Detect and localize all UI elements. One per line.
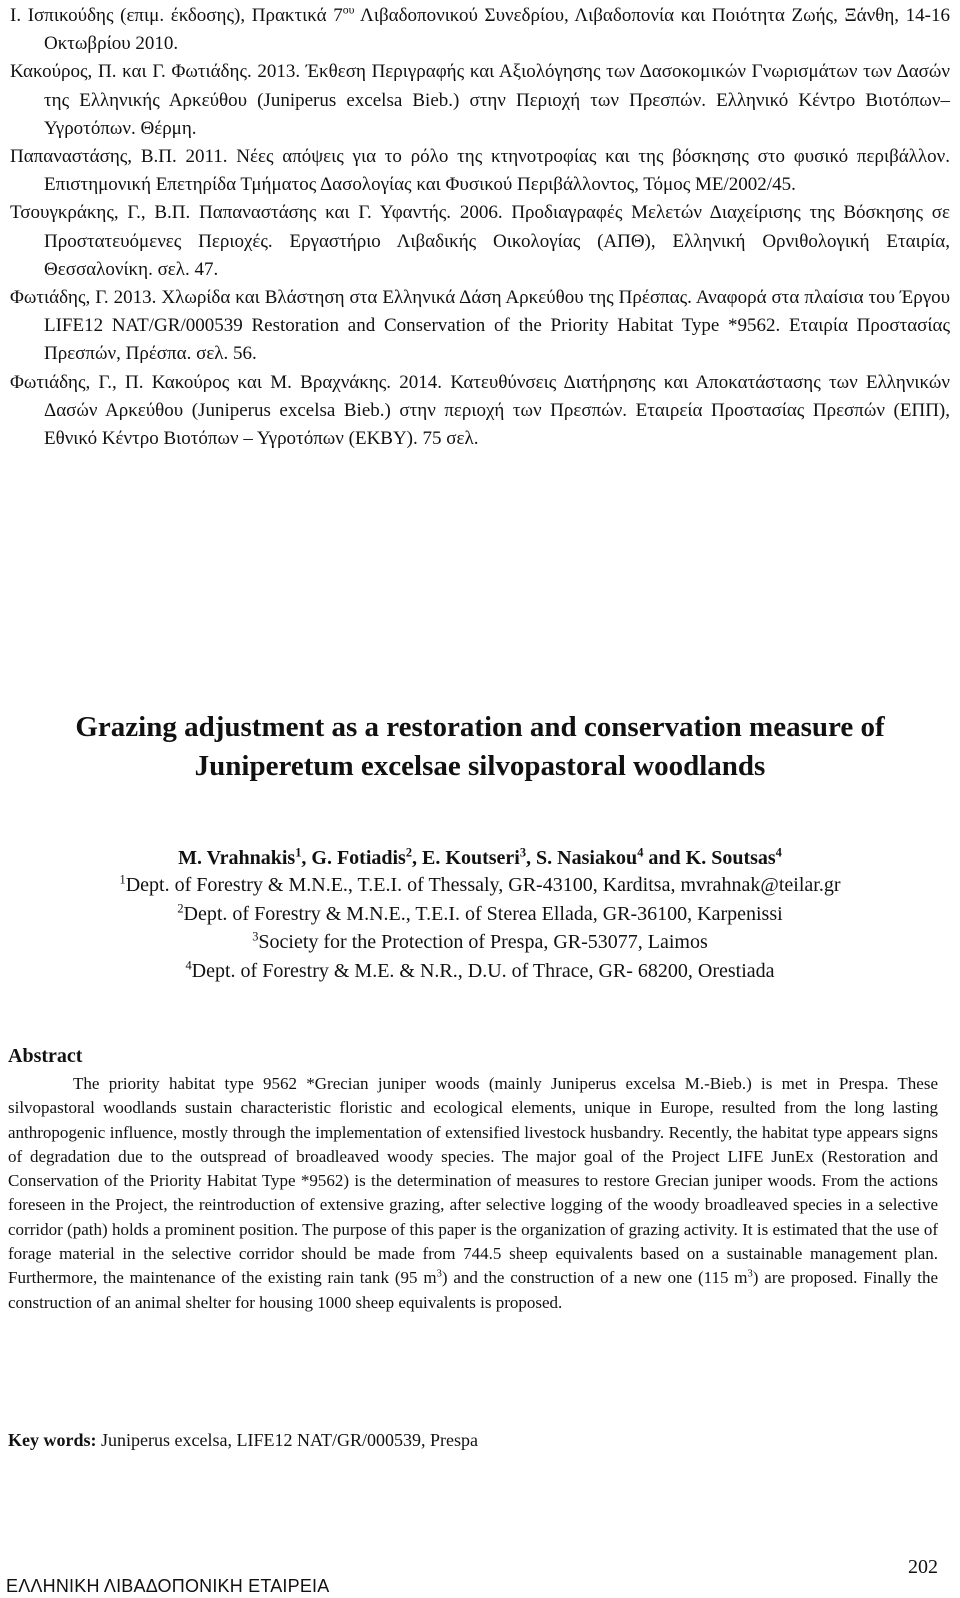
affiliation-line <box>0 871 960 900</box>
author-affiliation-number: 2 <box>405 845 413 860</box>
author-name: K. Soutsas <box>685 847 776 869</box>
abstract-body <box>8 1072 938 1315</box>
abstract-heading: Abstract <box>8 1045 83 1067</box>
keywords-line <box>8 1428 478 1452</box>
author-name: E. Koutseri <box>422 847 520 869</box>
affiliation-number: 3 <box>252 929 259 944</box>
paper-title-line: Grazing adjustment as a restoration and conservation measure of <box>75 711 885 743</box>
affiliation-line <box>0 928 960 957</box>
affiliation-number: 4 <box>185 957 192 972</box>
unit-superscript: 3 <box>747 1268 753 1280</box>
author-name: G. Fotiadis <box>311 847 406 869</box>
affiliation-list <box>0 871 960 985</box>
affiliation-text: Dept. of Forestry & M.E. & N.R., D.U. of Thrace, GR- 68200, Orestiada <box>191 959 775 982</box>
affiliation-line <box>0 957 960 986</box>
author-affiliation-number: 4 <box>637 845 644 860</box>
author-separator: , <box>526 847 537 869</box>
paper-title-line: Juniperetum excelsae silvopastoral woodlands <box>194 750 766 782</box>
author-name: S. Nasiakou <box>536 847 638 869</box>
keywords-label: Key words: <box>8 1430 97 1450</box>
reference-text: Ι. Ισπικούδης (επιμ. έκδοσης), Πρακτικά 7 <box>10 5 343 26</box>
abstract-text: ) and the construction of a new one (115 m <box>441 1268 748 1288</box>
affiliation-line <box>0 900 960 929</box>
reference-entry: Φωτιάδης, Γ. 2013. Χλωρίδα και Βλάστηση στα Ελληνικά Δάση Αρκεύθου της Πρέσπας. Αναφορά στα πλαίσια του Έργου LIFE12 NAT/GR/000539 Restoration and Conservation of the Priority Habitat Type *9562. Εταιρία Προστασίας Πρεσπών, Πρέσπα. σελ. 56. <box>10 287 950 365</box>
references-list <box>10 2 950 453</box>
author-list <box>0 846 960 870</box>
author-separator: and <box>643 847 686 869</box>
author-affiliation-number: 3 <box>519 845 527 860</box>
reference-entry: Παπαναστάσης, Β.Π. 2011. Νέες απόψεις για το ρόλο της κτηνοτροφίας και της βόσκησης στο φυσικό περιβάλλον. Επιστημονική Επετηρίδα Τμήματος Δασολογίας και Φυσικού Περιβάλλοντος, Τόμος ΜΕ/2002/45. <box>10 146 950 196</box>
page-number: 202 <box>908 1556 938 1578</box>
keywords-text: Juniperus excelsa, LIFE12 NAT/GR/000539, Prespa <box>96 1430 478 1450</box>
ordinal-superscript: ου <box>342 3 355 17</box>
affiliation-number: 1 <box>119 872 126 887</box>
author-name: M. Vrahnakis <box>178 847 296 869</box>
reference-text: Λιβαδοπονικού Συνεδρίου, Λιβαδοπονία και Ποιότητα Ζωής, Ξάνθη, 14-16 Οκτωβρίου 2010. <box>44 5 950 55</box>
footer-society-name: ΕΛΛΗΝΙΚΗ ΛΙΒΑΔΟΠΟΝΙΚΗ ΕΤΑΙΡΕΙΑ <box>6 1576 330 1596</box>
author-separator: , <box>412 847 423 869</box>
reference-entry: Τσουγκράκης, Γ., Β.Π. Παπαναστάσης και Γ. Υφαντής. 2006. Προδιαγραφές Μελετών Διαχείρισης της Βόσκησης σε Προστατευόμενες Περιοχές. Εργαστήριο Λιβαδικής Οικολογίας (ΑΠΘ), Ελληνική Ορνιθολογική Εταιρία, Θεσσαλονίκη. σελ. 47. <box>10 202 950 280</box>
paper-title <box>0 708 960 786</box>
author-affiliation-number: 4 <box>775 845 782 860</box>
affiliation-text: Dept. of Forestry & M.N.E., T.E.I. of Thessaly, GR-43100, Karditsa, mvrahnak@teilar.gr <box>125 874 841 896</box>
author-separator: , <box>301 847 312 869</box>
author-affiliation-number: 1 <box>295 845 302 860</box>
abstract-text: The priority habitat type 9562 *Grecian juniper woods (mainly Juniperus excelsa M.-Bieb.) is met in Prespa. These silvopastoral woodlands sustain characteristic floristic and ecological elements, unique in Europe, resulted from the long lasting anthropogenic influence, mostly through the implementation of extensified livestock husbandry. Recently, the habitat type appears signs of degradation due to the outspread of broadleaved woody species. The major goal of the Project LIFE JunEx (Restoration and Conservation of the Priority Habitat Type *9562) is the determination of measures to restore Grecian juniper woods. From the actions foreseen in the Project, the reintroduction of extensive grazing, after selective logging of the woody broadleaved species in a selective corridor (path) holds a prominent position. The purpose of this paper is the organization of grazing activity. It is estimated that the use of forage material in the selective corridor should be made from 744.5 sheep equivalents based on a sustainable management plan. Furthermore, the maintenance of the existing rain tank (95 m <box>8 1074 938 1288</box>
abstract-text: ) are proposed. Finally the construction of an animal shelter for housing 1000 sheep equivalents is proposed. <box>8 1268 938 1312</box>
affiliation-text: Dept. of Forestry & M.N.E., T.E.I. of Sterea Ellada, GR-36100, Karpenissi <box>183 902 783 925</box>
affiliation-text: Society for the Protection of Prespa, GR-53077, Laimos <box>258 931 708 953</box>
reference-entry: Κακούρος, Π. και Γ. Φωτιάδης. 2013. Έκθεση Περιγραφής και Αξιολόγησης των Δασοκομικών Γνωρισμάτων των Δασών της Ελληνικής Αρκεύθου (Juniperus excelsa Bieb.) στην Περιοχή των Πρεσπών. Ελληνικό Κέντρο Βιοτόπων–Υγροτόπων. Θέρμη. <box>10 61 950 139</box>
reference-entry <box>10 2 950 58</box>
reference-entry: Φωτιάδης, Γ., Π. Κακούρος και Μ. Βραχνάκης. 2014. Κατευθύνσεις Διατήρησης και Αποκατάστασης των Ελληνικών Δασών Αρκεύθου (Juniperus excelsa Bieb.) στην περιοχή των Πρεσπών. Εταιρεία Προστασίας Πρεσπών (ΕΠΠ), Εθνικό Κέντρο Βιοτόπων – Υγροτόπων (ΕΚΒΥ). 75 σελ. <box>10 371 950 450</box>
affiliation-number: 2 <box>177 900 184 915</box>
unit-superscript: 3 <box>436 1268 442 1280</box>
